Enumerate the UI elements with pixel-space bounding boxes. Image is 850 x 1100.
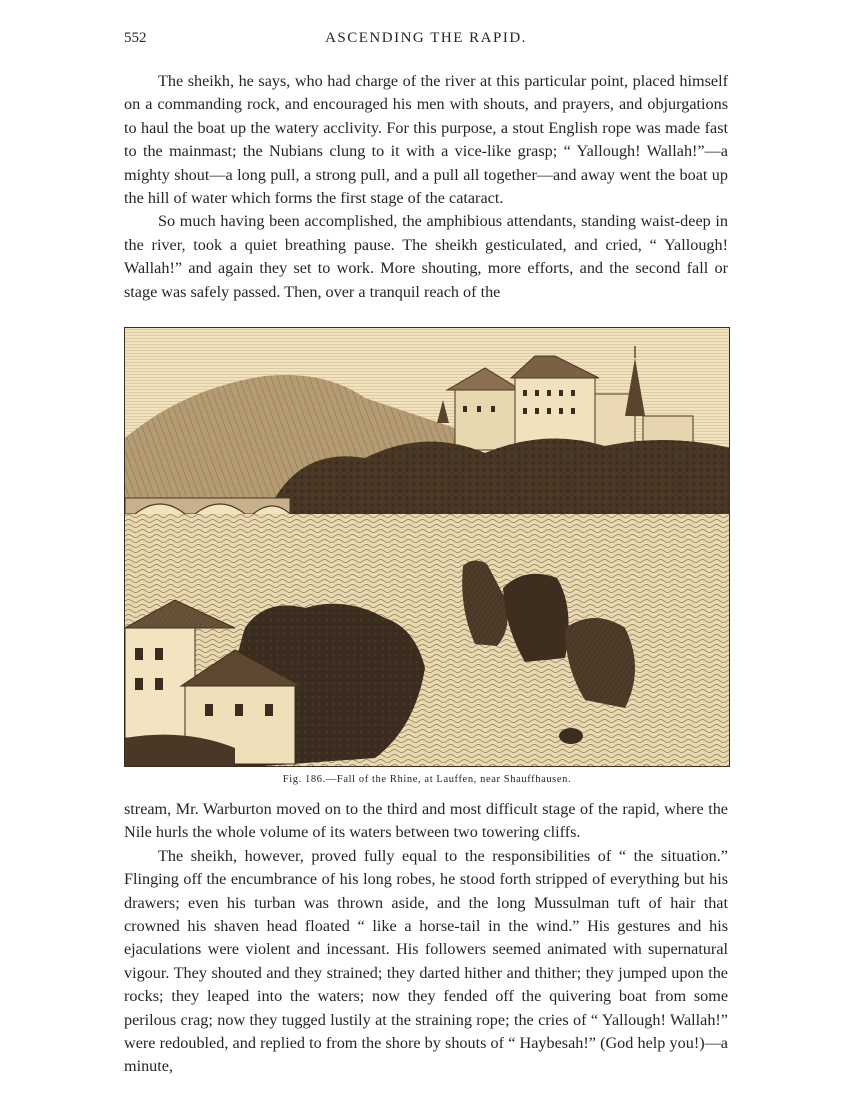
body-text-bottom	[124, 798, 728, 1079]
page-number: 552	[124, 30, 147, 46]
paragraph: The sheikh, however, proved fully equal to the responsibilities of “ the situation.” Flinging off the encumbrance of his long robes, he stood forth stripped of everything but his drawers; even his turban was thrown aside, and the long Mussulman tuft of hair that crowned his shaven head floated “ like a horse-tail in the wind.” His gestures and his ejaculations were violent and incessant. His followers seemed animated with supernatural vigour. They shouted and they strained; they darted hither and thither; they jumped upon the rocks; they leaped into the waters; now they fended off the quivering boat from some perilous crag; now they tugged lustily at the straining rope; the cries of “ Yallough! Wallah!” were redoubled, and replied to from the shore by shouts of “ Haybesah!” (God help you!)—a minute,	[124, 846, 728, 1076]
engraving-illustration	[124, 327, 730, 767]
figure-caption: Fig. 186.—Fall of the Rhine, at Lauffen, near Shauffhausen.	[282, 774, 572, 785]
paragraph: The sheikh, he says, who had charge of the river at this particular point, placed himself on a commanding rock, and encouraged his men with shouts, and prayers, and objurgations to haul the boat up the watery acclivity. For this purpose, a stout English rope was made fast to the mainmast; the Nubians clung to it with a vice-like grasp; “ Yallough! Wallah!”—a mighty shout—a long pull, a strong pull, and a pull all together—and away went the boat up the hill of water which forms the first stage of the cataract.	[124, 72, 728, 208]
running-head: ASCENDING THE RAPID.	[325, 30, 527, 46]
paragraph: stream, Mr. Warburton moved on to the third and most difficult stage of the rapid, where the Nile hurls the whole volume of its waters between two towering cliffs.	[124, 800, 728, 842]
body-text-top	[124, 70, 728, 304]
rhine-falls-engraving	[125, 328, 730, 767]
page-header	[124, 30, 728, 52]
bridge	[125, 498, 290, 514]
paragraph: So much having been accomplished, the amphibious attendants, standing waist-deep in the river, took a quiet breathing pause. The sheikh gesticulated, and cried, “ Yallough! Wallah!” and again they set to work. More shouting, more efforts, and the second fall or stage was safely passed. Then, over a tranquil reach of the	[124, 212, 728, 301]
